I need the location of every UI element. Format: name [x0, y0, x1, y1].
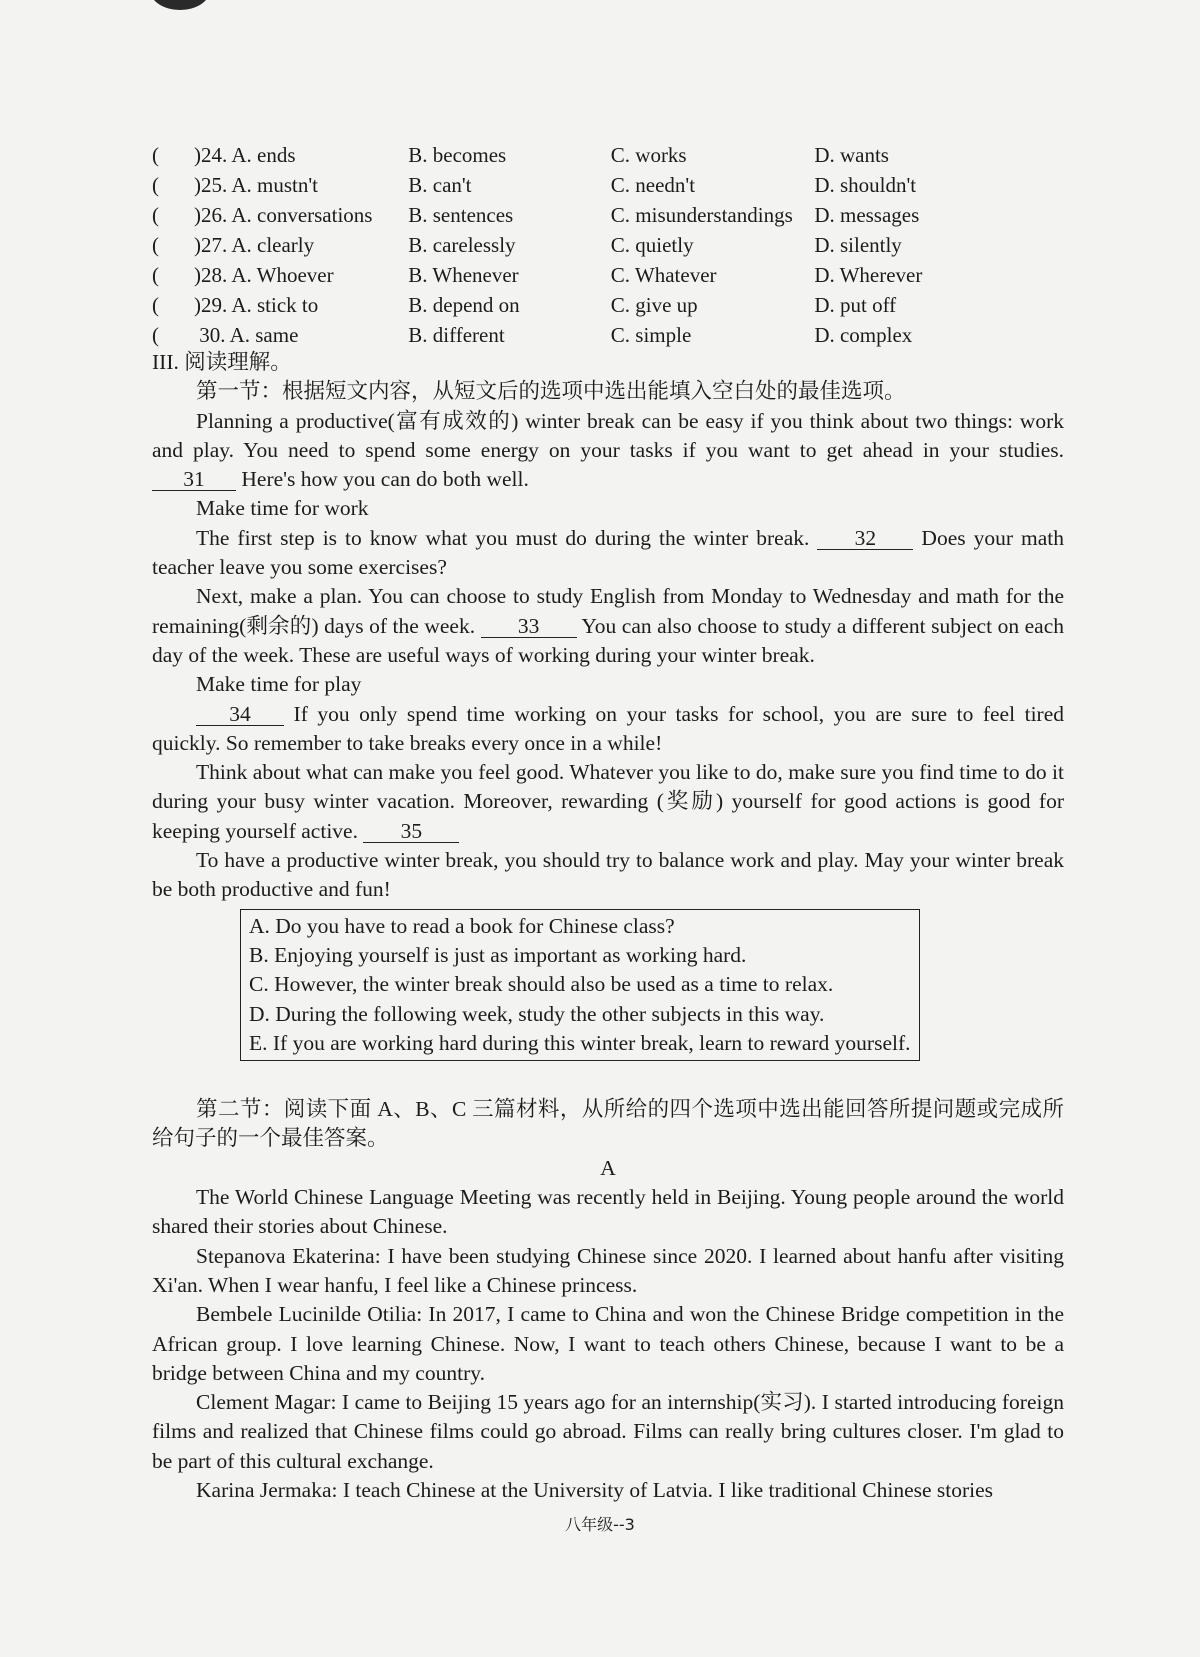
choice-a: 30. A. same: [194, 322, 299, 347]
passage-paragraph: Bembele Lucinilde Otilia: In 2017, I came to China and won the Chinese Bridge competition in the African group. I love learning Chinese. Now, I want to teach others Chinese, because I want to be a bridge between China and my country.: [152, 1302, 1064, 1385]
options-box: [240, 909, 920, 1061]
subheading-work: Make time for work: [196, 496, 369, 521]
choice-c: C. simple: [610, 322, 692, 347]
choice-d: D. wants: [814, 142, 889, 167]
choice-a: )29. A. stick to: [194, 292, 319, 317]
choice-d: D. messages: [814, 202, 920, 227]
choice-d: D. complex: [814, 322, 913, 347]
scan-corner-mark: [150, 0, 210, 10]
choice-c: C. needn't: [610, 172, 696, 197]
choice-b: B. depend on: [408, 292, 520, 317]
choice-row: [152, 260, 1052, 290]
section-heading: III. 阅读理解。: [152, 350, 292, 374]
choice-d: D. put off: [814, 292, 897, 317]
option-item: D. During the following week, study the other subjects in this way.: [249, 1001, 825, 1026]
choice-b: B. carelessly: [408, 232, 516, 257]
passage-paragraph: Think about what can make you feel good. Whatever you like to do, make sure you find time to do it during your busy winter vacation. Moreover, rewarding (奖励) yourself for good actions is good for keeping yourself active. 35: [152, 760, 1064, 843]
answer-bracket: (: [152, 172, 159, 197]
choice-d: D. Wherever: [814, 262, 923, 287]
passage-paragraph: The first step is to know what you must do during the winter break. 32 Does your math teacher leave you some exercises?: [152, 525, 1065, 580]
blank-35: 35: [363, 820, 459, 843]
passage-paragraph: Stepanova Ekaterina: I have been studying Chinese since 2020. I learned about hanfu after visiting Xi'an. When I wear hanfu, I feel like a Chinese princess.: [152, 1243, 1064, 1297]
choice-b: B. different: [408, 322, 505, 347]
passage-paragraph: Clement Magar: I came to Beijing 15 years ago for an internship(实习). I started introducing foreign films and realized that Chinese films could go abroad. Films can really bring cultures closer. I'm glad to be part of this cultural exchange.: [152, 1390, 1064, 1473]
answer-bracket: (: [152, 142, 159, 167]
choice-c: C. misunderstandings: [610, 202, 793, 227]
choice-c: C. works: [610, 142, 687, 167]
passage-paragraph: To have a productive winter break, you should try to balance work and play. May your winter break be both productive and fun!: [152, 848, 1064, 902]
passage-paragraph: Planning a productive(富有成效的) winter break can be easy if you think about two things: work and play. You need to spend some energy on your tasks if you want to get ahead in your studies. 31 Here's how you can do both well.: [152, 408, 1064, 492]
cloze-choices-table: [152, 140, 1052, 350]
part1-instruction: 第一节：根据短文内容，从短文后的选项中选出能填入空白处的最佳选项。: [196, 379, 906, 404]
option-item: E. If you are working hard during this winter break, learn to reward yourself.: [249, 1030, 911, 1055]
passage-paragraph: Next, make a plan. You can choose to study English from Monday to Wednesday and math for the remaining(剩余的) days of the week. 33 You can also choose to study a different subject on each day of the week. These are useful ways of working during your winter break.: [152, 584, 1065, 667]
part2-instruction: 第二节：阅读下面 A、B、C 三篇材料，从所给的四个选项中选出能回答所提问题或完成所给句子的一个最佳答案。: [152, 1097, 1064, 1151]
choice-c: C. quietly: [610, 232, 694, 257]
choice-row: [152, 290, 1052, 320]
answer-bracket: (: [152, 322, 159, 347]
choice-c: C. Whatever: [610, 262, 717, 287]
passage-paragraph: Karina Jermaka: I teach Chinese at the University of Latvia. I like traditional Chinese stories: [196, 1477, 994, 1502]
choice-d: D. silently: [814, 232, 902, 257]
blank-33: 33: [481, 615, 577, 638]
blank-31: 31: [152, 468, 236, 491]
choice-row: [152, 200, 1052, 230]
choice-b: B. sentences: [408, 202, 514, 227]
passage-label: A: [600, 1155, 616, 1180]
blank-34: 34: [196, 703, 284, 726]
choice-c: C. give up: [610, 292, 698, 317]
passage-paragraph: 34 If you only spend time working on your tasks for school, you are sure to feel tired quickly. So remember to take breaks every once in a while!: [152, 701, 1064, 755]
blank-32: 32: [817, 527, 913, 550]
choice-a: )25. A. mustn't: [194, 172, 318, 197]
reading-section: [152, 348, 1064, 1505]
subheading-play: Make time for play: [196, 672, 362, 697]
choice-a: )27. A. clearly: [194, 232, 315, 257]
option-item: C. However, the winter break should also be used as a time to relax.: [249, 972, 834, 997]
choice-row: [152, 170, 1052, 200]
choice-row: [152, 230, 1052, 260]
answer-bracket: (: [152, 202, 159, 227]
option-item: B. Enjoying yourself is just as important as working hard.: [249, 942, 747, 967]
choice-b: B. Whenever: [408, 262, 519, 287]
answer-bracket: (: [152, 292, 159, 317]
choice-a: )24. A. ends: [194, 142, 296, 167]
choice-a: )28. A. Whoever: [194, 262, 334, 287]
choice-row: [152, 320, 1052, 350]
page-footer: 八年级--3: [565, 1515, 635, 1534]
option-item: A. Do you have to read a book for Chinese class?: [249, 913, 675, 938]
choice-b: B. becomes: [408, 142, 507, 167]
choice-d: D. shouldn't: [814, 172, 917, 197]
answer-bracket: (: [152, 232, 159, 257]
answer-bracket: (: [152, 262, 159, 287]
choice-b: B. can't: [408, 172, 472, 197]
choice-row: [152, 140, 1052, 170]
passage-paragraph: The World Chinese Language Meeting was recently held in Beijing. Young people around the world shared their stories about Chinese.: [152, 1185, 1064, 1239]
choice-a: )26. A. conversations: [194, 202, 373, 227]
